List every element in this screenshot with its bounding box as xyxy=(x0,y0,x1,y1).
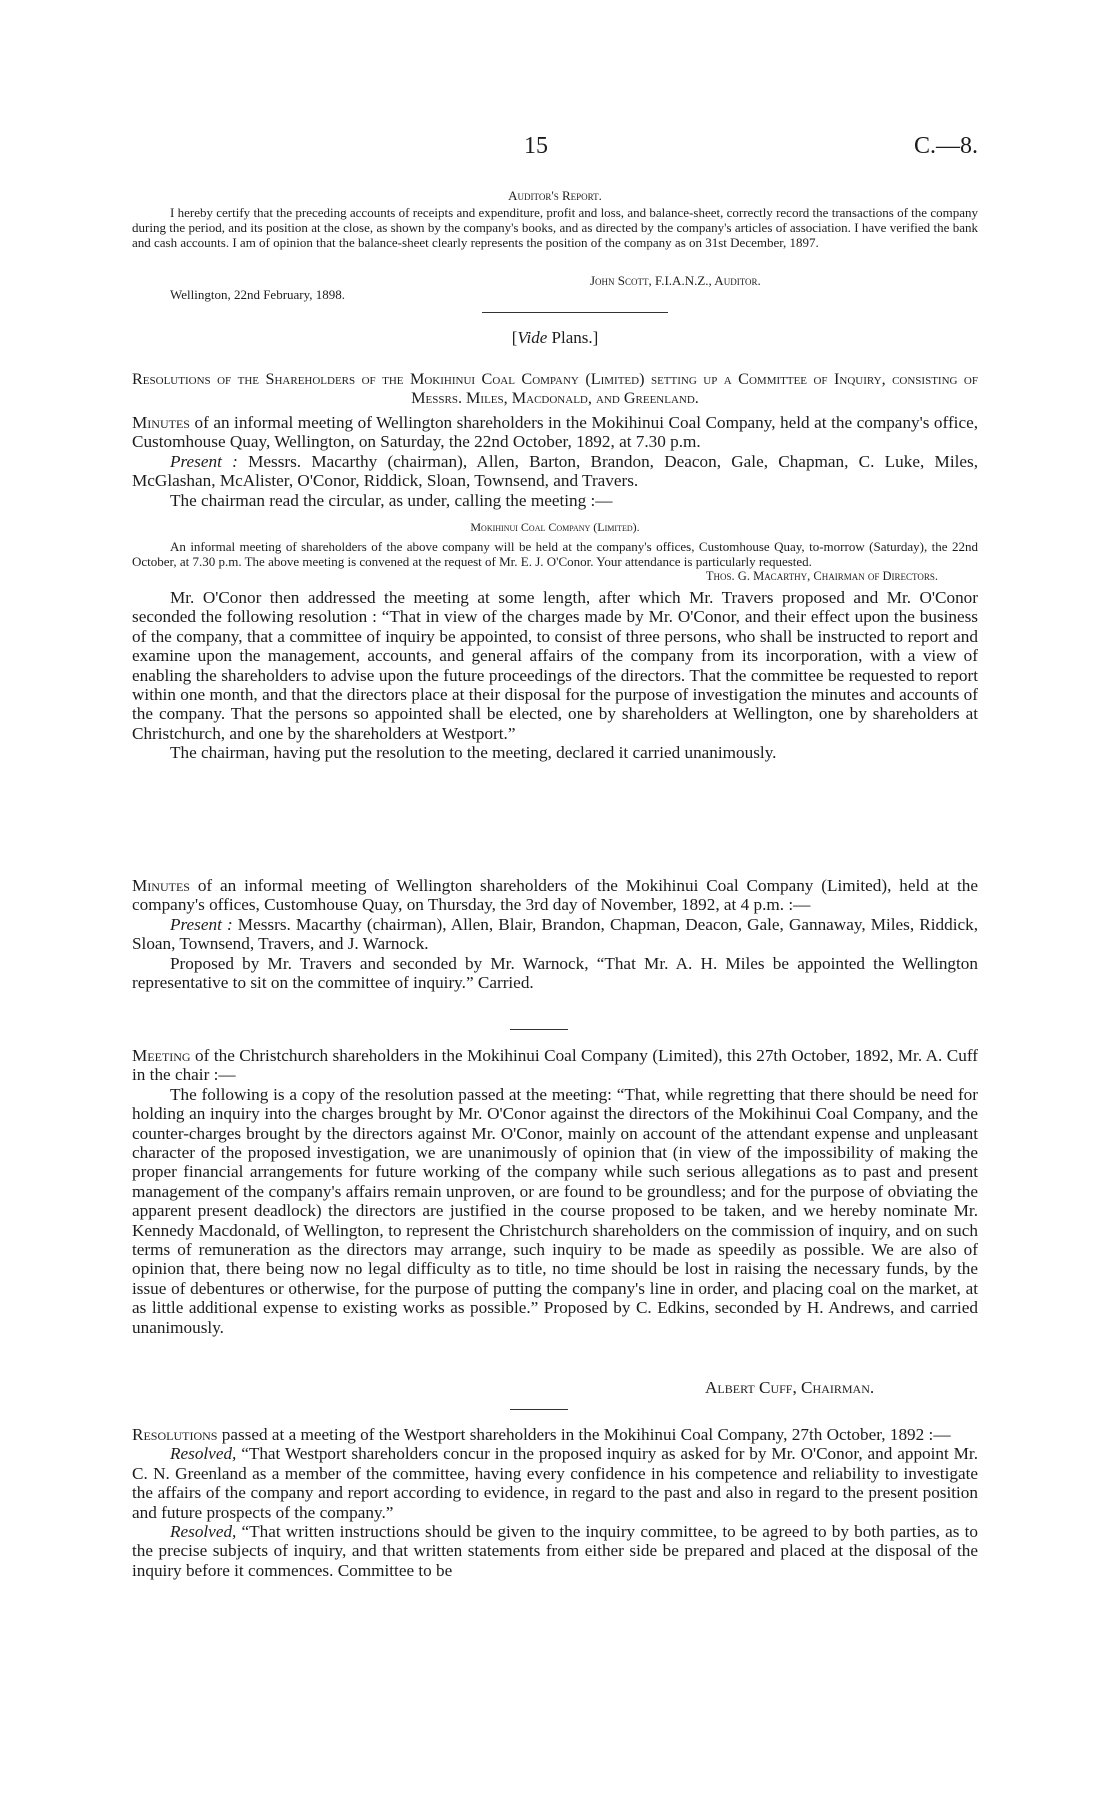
minutes2-present: Messrs. Macarthy (chairman), Allen, Blair, Brandon, Chapman, Deacon, Gale, Gannaway, Miles, Riddick, Sloan, Townsend, Travers, and J. Warnock. xyxy=(132,914,978,954)
minutes-first-meeting xyxy=(132,413,978,763)
vide-plans xyxy=(132,328,978,348)
westport-lead: Resolutions xyxy=(132,1425,218,1444)
page-number: 15 xyxy=(524,133,548,159)
minutes1-text: of an informal meeting of Wellington shareholders in the Mokihinui Coal Company, held at the company's office, Customhouse Quay, Wellington, on Saturday, the 22nd October, 1892, at 7.30 p.m. xyxy=(132,413,978,452)
divider xyxy=(510,1409,568,1410)
vide-plans-text: Plans.] xyxy=(547,328,599,347)
minutes1-carried: The chairman, having put the resolution to the meeting, declared it carried unanimously. xyxy=(170,743,777,763)
circular-body: An informal meeting of shareholders of the above company will be held at the company's offices, Customhouse Quay, to-morrow (Saturday), the 22nd October, at 7.30 p.m. The above meeting is convened at the request of Mr. E. J. O'Conor. Your attendance is particularly requested. xyxy=(132,539,978,570)
vide-bracket: [ xyxy=(511,328,518,347)
westport-resolved-2: Resolved, xyxy=(170,1522,237,1542)
westport-resolutions xyxy=(132,1425,978,1580)
chch-resolution: The following is a copy of the resolution passed at the meeting: “That, while regretting that there should be need for holding an inquiry into the charges brought by Mr. O'Conor against the directors of the Mokihinui Coal Company, and the counter-charges brought by the directors against Mr. O'Conor, mainly on account of the attendant expense and unpleasant character of the proposed investigation, we are unanimously of opinion that (in view of the impossibility of making the proper financial arrangements for future working of the company while such serious allegations as to past and present management of the company's affairs remain unproven, or are found to be groundless; and for the purpose of obviating the apparent present deadlock) the directors are justified in the course proposed to be taken, and we hereby nominate Mr. Kennedy Macdonald, of Wellington, to represent the Christchurch shareholders on the commission of inquiry, and on such terms of remuneration as the directors may arrange, such inquiry to be made as speedily as possible. We are also of opinion that, there being now no legal difficulty as to title, no time should be lost in raising the necessary funds, by the issue of debentures or otherwise, for the purpose of putting the company's line in order, and placing coal on the market, at as little additional expense to existing works as possible.” Proposed by C. Edkins, seconded by H. Andrews, and carried unanimously. xyxy=(132,1084,978,1337)
circular-signature: Thos. G. Macarthy, Chairman of Directors. xyxy=(705,569,938,584)
auditor-report-section xyxy=(132,188,978,250)
chch-lead: Meeting xyxy=(132,1046,191,1065)
westport-text: passed at a meeting of the Westport shareholders in the Mokihinui Coal Company, 27th October, 1892 :— xyxy=(217,1425,951,1444)
minutes1-present-label: Present : xyxy=(170,451,238,471)
resolutions-heading xyxy=(132,370,978,408)
minutes2-present-label: Present : xyxy=(170,914,233,934)
auditor-signature: John Scott, F.I.A.N.Z., Auditor. xyxy=(590,273,761,288)
page-header xyxy=(132,133,978,173)
resolutions-heading-text: Resolutions of the Shareholders of the Mokihinui Coal Company (Limited) setting up a Committee of Inquiry, consisting of Messrs. Miles, Macdonald, and Greenland. xyxy=(132,370,978,407)
divider xyxy=(510,1029,568,1030)
westport-resolution-1: “That Westport shareholders concur in the proposed inquiry as asked for by Mr. O'Conor, and appoint Mr. C. N. Greenland as a member of the committee, having every confidence in his competence and reliability to investigate the affairs of the company and report according to evidence, in regard to the past and also in regard to the present position and future prospects of the company.” xyxy=(132,1444,978,1522)
vide-italic: Vide xyxy=(517,328,548,347)
document-reference: C.—8. xyxy=(913,133,978,159)
minutes1-present: Messrs. Macarthy (chairman), Allen, Barton, Brandon, Deacon, Gale, Chapman, C. Luke, Miles, McGlashan, McAlister, O'Conor, Riddick, Sloan, Townsend, and Travers. xyxy=(132,451,978,491)
auditor-report-title: Auditor's Report. xyxy=(508,188,602,203)
minutes1-resolution: Mr. O'Conor then addressed the meeting at some length, after which Mr. Travers proposed and Mr. O'Conor seconded the following resolution : “That in view of the charges made by Mr. O'Conor, and their effect upon the business of the company, that a committee of inquiry be appointed, to consist of three persons, who shall be instructed to report and examine upon the management, accounts, and general affairs of the company from its incorporation, with a view of enabling the shareholders to advise upon the future proceedings of the directors. That the committee be requested to report within one month, and that the directors place at their disposal for the purpose of investigation the minutes and accounts of the company. That the persons so appointed shall be elected, one by shareholders at Wellington, one by shareholders at Christchurch, and one by the shareholders at Westport.” xyxy=(132,588,978,743)
minutes2-proposed: Proposed by Mr. Travers and seconded by Mr. Warnock, “That Mr. A. H. Miles be appointed the Wellington representative to sit on the committee of inquiry.” Carried. xyxy=(132,953,978,993)
christchurch-meeting xyxy=(132,1046,978,1337)
chch-signature: Albert Cuff, Chairman. xyxy=(705,1378,875,1397)
auditor-report-body: I hereby certify that the preceding accounts of receipts and expenditure, profit and loss, and balance-sheet, correctly record the transactions of the company during the period, and its position at the close, as shown by the company's books, and as directed by the company's articles of association. I have verified the bank and cash accounts. I am of opinion that the balance-sheet clearly represents the position of the company as on 31st December, 1897. xyxy=(132,205,978,250)
westport-resolution-2: “That written instructions should be given to the inquiry committee, to be agreed to by both parties, as to the precise subjects of inquiry, and that written statements from either side be prepared and placed at the disposal of the inquiry before it commences. Committee to be xyxy=(132,1522,978,1580)
auditor-date-line: Wellington, 22nd February, 1898. xyxy=(170,287,346,302)
minutes1-lead: Minutes xyxy=(132,413,190,432)
divider xyxy=(482,312,668,313)
chch-text: of the Christchurch shareholders in the Mokihinui Coal Company (Limited), this 27th October, 1892, Mr. A. Cuff in the chair :— xyxy=(132,1046,978,1085)
westport-resolved-1: Resolved, xyxy=(170,1444,237,1464)
minutes2-text: of an informal meeting of Wellington shareholders of the Mokihinui Coal Company (Limited), held at the company's offices, Customhouse Quay, on Thursday, the 3rd day of November, 1892, at 4 p.m. :— xyxy=(132,876,978,915)
minutes2-lead: Minutes xyxy=(132,876,190,895)
minutes1-chair-read: The chairman read the circular, as under, calling the meeting :— xyxy=(170,490,613,510)
minutes-second-meeting xyxy=(132,876,978,992)
circular-title: Mokihinui Coal Company (Limited). xyxy=(470,520,640,535)
